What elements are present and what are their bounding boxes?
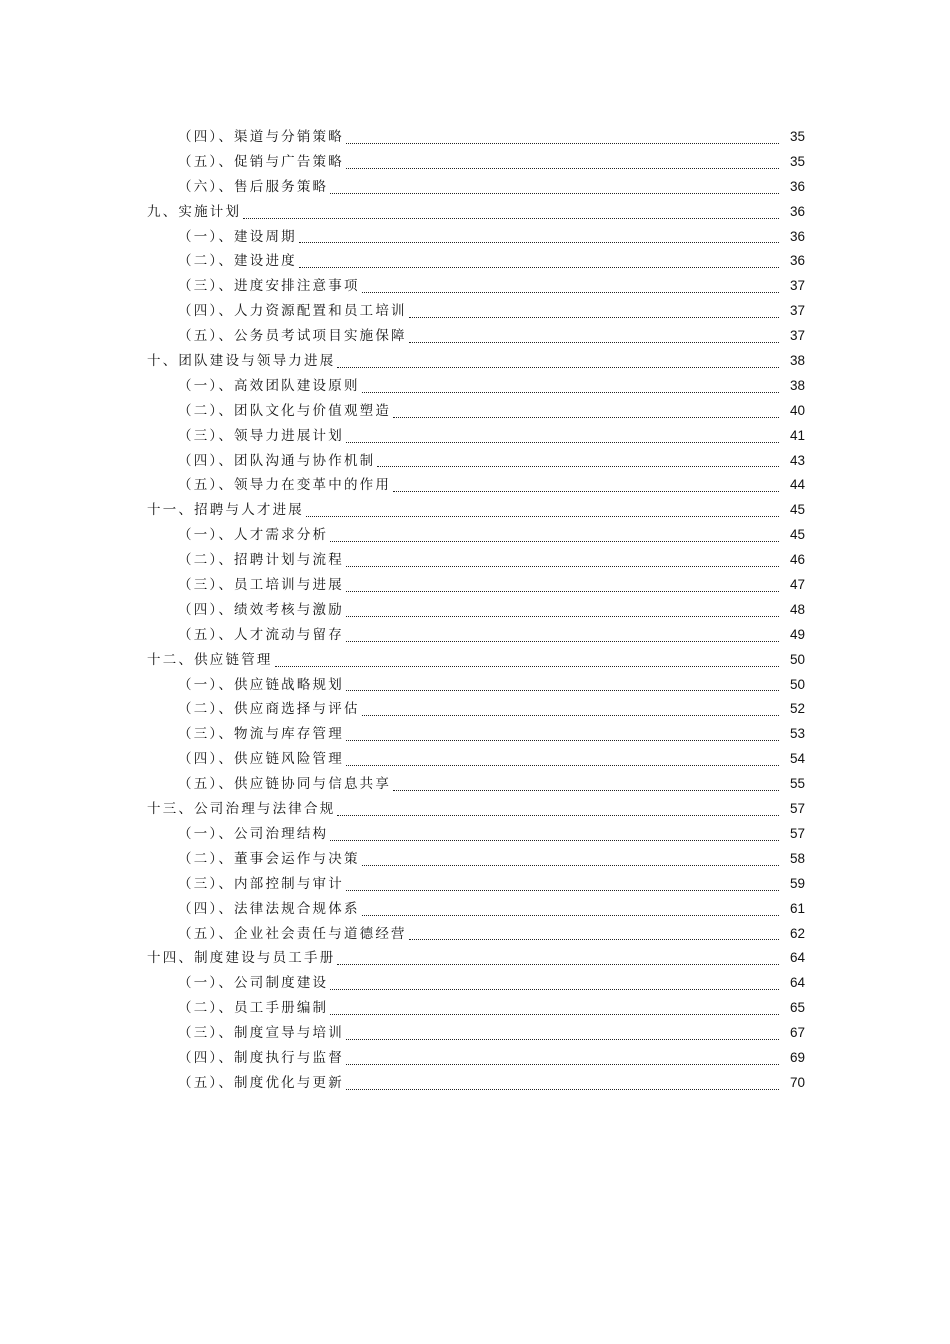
toc-entry-title: 十一、招聘与人才进展 [147, 502, 304, 519]
toc-dot-leader [393, 416, 779, 418]
toc-section-entry[interactable] [0, 548, 950, 573]
toc-entry-page: 36 [789, 178, 805, 194]
toc-dot-leader [299, 241, 779, 243]
toc-entry-title: （二）、建设进度 [178, 253, 297, 270]
toc-section-entry[interactable] [0, 399, 950, 424]
toc-entry-page: 64 [789, 975, 805, 991]
toc-entry-page: 50 [789, 651, 805, 667]
toc-entry-page: 69 [789, 1049, 805, 1065]
table-of-contents [0, 125, 950, 1096]
toc-section-entry[interactable] [0, 772, 950, 797]
toc-entry-page: 53 [789, 726, 805, 742]
toc-entry-title: （五）、企业社会责任与道德经营 [178, 925, 407, 942]
toc-section-entry[interactable] [0, 225, 950, 250]
toc-entry-title: （四）、供应链风险管理 [178, 751, 344, 768]
toc-entry-title: （一）、高效团队建设原则 [178, 377, 360, 394]
toc-section-entry[interactable] [0, 598, 950, 623]
toc-entry-page: 40 [789, 402, 805, 418]
toc-entry-page: 65 [789, 1000, 805, 1016]
toc-dot-leader [330, 192, 779, 194]
toc-entry-title: （三）、员工培训与进展 [178, 577, 344, 594]
toc-entry-title: （三）、领导力进展计划 [178, 427, 344, 444]
toc-entry-page: 37 [789, 278, 805, 294]
toc-entry-title: （二）、供应商选择与评估 [178, 701, 360, 718]
toc-section-entry[interactable] [0, 971, 950, 996]
toc-entry-title: （一）、公司制度建设 [178, 975, 329, 992]
toc-entry-page: 35 [789, 129, 805, 144]
toc-entry-title: （二）、团队文化与价值观塑造 [178, 402, 392, 419]
toc-entry-page: 38 [789, 377, 805, 393]
toc-section-entry[interactable] [0, 1071, 950, 1096]
toc-entry-page: 52 [789, 701, 805, 717]
toc-entry-page: 50 [789, 676, 805, 692]
toc-dot-leader [337, 366, 779, 368]
toc-entry-title: 九、实施计划 [147, 203, 242, 220]
toc-dot-leader [393, 789, 779, 791]
toc-dot-leader [346, 764, 779, 766]
toc-entry-page: 62 [789, 925, 805, 941]
toc-dot-leader [346, 739, 779, 741]
toc-section-entry[interactable] [0, 897, 950, 922]
toc-dot-leader [346, 1088, 779, 1090]
toc-section-entry[interactable] [0, 1021, 950, 1046]
toc-entry-page: 58 [789, 850, 805, 866]
toc-section-entry[interactable] [0, 623, 950, 648]
toc-section-entry[interactable] [0, 996, 950, 1021]
toc-section-entry[interactable] [0, 822, 950, 847]
toc-entry-title: （五）、领导力在变革中的作用 [178, 477, 392, 494]
toc-section-entry[interactable] [0, 449, 950, 474]
toc-section-entry[interactable] [0, 697, 950, 722]
toc-entry-page: 55 [789, 776, 805, 792]
toc-dot-leader [330, 1013, 779, 1015]
toc-dot-leader [330, 540, 779, 542]
toc-dot-leader [243, 217, 779, 219]
toc-dot-leader [337, 814, 779, 816]
toc-dot-leader [346, 615, 779, 617]
toc-dot-leader [362, 714, 779, 716]
toc-dot-leader [330, 988, 779, 990]
toc-dot-leader [337, 963, 779, 965]
toc-dot-leader [346, 441, 779, 443]
toc-dot-leader [346, 565, 779, 567]
toc-dot-leader [409, 316, 779, 318]
toc-entry-title: 十四、制度建设与员工手册 [147, 950, 336, 967]
toc-entry-page: 59 [789, 875, 805, 891]
toc-section-entry[interactable] [0, 573, 950, 598]
toc-entry-title: 十三、公司治理与法律合规 [147, 801, 336, 818]
toc-entry-page: 36 [789, 203, 805, 219]
toc-entry-title: （三）、制度宣导与培训 [178, 1025, 344, 1042]
toc-section-entry[interactable] [0, 722, 950, 747]
toc-entry-title: （四）、团队沟通与协作机制 [178, 452, 376, 469]
toc-entry-title: （四）、制度执行与监督 [178, 1049, 344, 1066]
toc-entry-title: 十二、供应链管理 [147, 651, 273, 668]
toc-entry-title: （四）、渠道与分销策略 [178, 129, 344, 145]
toc-section-entry[interactable] [0, 922, 950, 947]
toc-section-entry[interactable] [0, 324, 950, 349]
toc-chapter-entry[interactable] [0, 498, 950, 523]
toc-entry-title: （四）、人力资源配置和员工培训 [178, 303, 407, 320]
toc-dot-leader [362, 391, 779, 393]
toc-dot-leader [346, 640, 779, 642]
toc-dot-leader [330, 839, 779, 841]
toc-chapter-entry[interactable] [0, 946, 950, 971]
toc-dot-leader [409, 938, 779, 940]
toc-entry-title: （六）、售后服务策略 [178, 178, 329, 195]
toc-section-entry[interactable] [0, 424, 950, 449]
toc-section-entry[interactable] [0, 150, 950, 175]
toc-entry-title: （三）、进度安排注意事项 [178, 278, 360, 295]
toc-dot-leader [275, 665, 779, 667]
toc-entry-title: （一）、供应链战略规划 [178, 676, 344, 693]
toc-entry-page: 45 [789, 527, 805, 543]
toc-dot-leader [362, 914, 779, 916]
toc-entry-page: 54 [789, 751, 805, 767]
toc-entry-title: （五）、促销与广告策略 [178, 153, 344, 170]
toc-dot-leader [306, 515, 779, 517]
toc-chapter-entry[interactable] [0, 349, 950, 374]
toc-entry-page: 37 [789, 328, 805, 344]
toc-dot-leader [346, 142, 779, 144]
toc-entry-title: （一）、建设周期 [178, 228, 297, 245]
toc-entry-page: 57 [789, 801, 805, 817]
toc-entry-title: （四）、法律法规合规体系 [178, 900, 360, 917]
toc-entry-title: （四）、绩效考核与激励 [178, 601, 344, 618]
toc-entry-title: （一）、人才需求分析 [178, 527, 329, 544]
toc-section-entry[interactable] [0, 847, 950, 872]
toc-entry-page: 38 [789, 353, 805, 369]
toc-dot-leader [346, 689, 779, 691]
toc-entry-title: （二）、董事会运作与决策 [178, 850, 360, 867]
toc-section-entry[interactable] [0, 249, 950, 274]
toc-dot-leader [377, 465, 779, 467]
toc-dot-leader [346, 889, 779, 891]
toc-dot-leader [393, 490, 779, 492]
toc-entry-title: （二）、招聘计划与流程 [178, 552, 344, 569]
toc-entry-title: 十、团队建设与领导力进展 [147, 353, 336, 370]
toc-entry-page: 35 [789, 153, 805, 169]
toc-entry-page: 43 [789, 452, 805, 468]
toc-entry-page: 41 [789, 427, 805, 443]
toc-entry-page: 48 [789, 601, 805, 617]
toc-entry-page: 67 [789, 1025, 805, 1041]
toc-dot-leader [346, 1063, 779, 1065]
toc-entry-title: （五）、公务员考试项目实施保障 [178, 328, 407, 345]
toc-dot-leader [346, 167, 779, 169]
toc-section-entry[interactable] [0, 673, 950, 698]
toc-section-entry[interactable] [0, 872, 950, 897]
toc-section-entry[interactable] [0, 274, 950, 299]
toc-section-entry[interactable] [0, 299, 950, 324]
toc-section-entry[interactable] [0, 523, 950, 548]
toc-entry-title: （五）、制度优化与更新 [178, 1074, 344, 1091]
toc-entry-page: 44 [789, 477, 805, 493]
toc-dot-leader [362, 291, 779, 293]
toc-section-entry[interactable] [0, 1046, 950, 1071]
toc-entry-page: 64 [789, 950, 805, 966]
toc-entry-page: 37 [789, 303, 805, 319]
toc-entry-page: 49 [789, 626, 805, 642]
toc-entry-title: （五）、供应链协同与信息共享 [178, 776, 392, 793]
toc-entry-page: 57 [789, 825, 805, 841]
toc-section-entry[interactable] [0, 374, 950, 399]
toc-section-entry[interactable] [0, 747, 950, 772]
toc-entry-title: （二）、员工手册编制 [178, 1000, 329, 1017]
toc-entry-page: 36 [789, 253, 805, 269]
toc-entry-page: 45 [789, 502, 805, 518]
toc-entry-page: 61 [789, 900, 805, 916]
toc-chapter-entry[interactable] [0, 648, 950, 673]
toc-section-entry[interactable] [0, 175, 950, 200]
toc-entry-title: （三）、物流与库存管理 [178, 726, 344, 743]
toc-entry-page: 36 [789, 228, 805, 244]
toc-dot-leader [346, 590, 779, 592]
toc-dot-leader [299, 266, 779, 268]
toc-section-entry[interactable] [0, 473, 950, 498]
toc-entry-title: （一）、公司治理结构 [178, 825, 329, 842]
toc-dot-leader [346, 1038, 779, 1040]
toc-section-entry[interactable] [0, 125, 950, 150]
toc-entry-page: 46 [789, 552, 805, 568]
toc-entry-title: （三）、内部控制与审计 [178, 875, 344, 892]
toc-dot-leader [409, 341, 779, 343]
toc-entry-page: 47 [789, 577, 805, 593]
toc-dot-leader [362, 864, 779, 866]
toc-entry-page: 70 [789, 1074, 805, 1090]
toc-entry-title: （五）、人才流动与留存 [178, 626, 344, 643]
toc-chapter-entry[interactable] [0, 200, 950, 225]
toc-chapter-entry[interactable] [0, 797, 950, 822]
